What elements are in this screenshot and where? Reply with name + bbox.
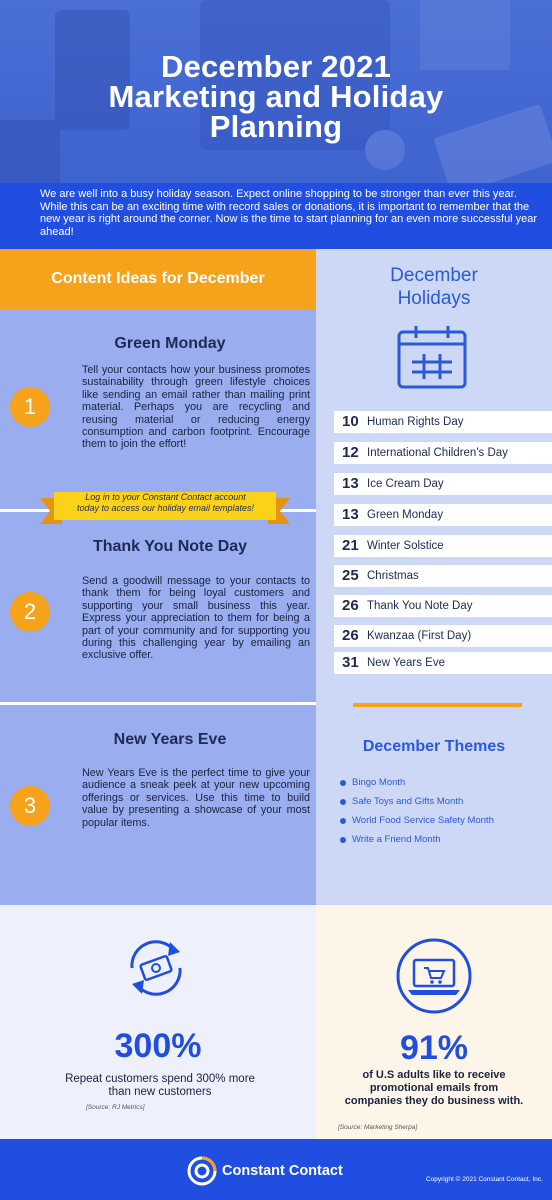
stat-left-line-1: Repeat customers spend 300% more bbox=[65, 1073, 255, 1085]
hero-banner bbox=[0, 0, 552, 183]
stat-left-line-2: than new customers bbox=[108, 1086, 212, 1098]
stat-text-email-preference bbox=[326, 1069, 542, 1108]
idea-number-3: 3 bbox=[10, 786, 50, 826]
holiday-row bbox=[334, 473, 552, 495]
holiday-name: Winter Solstice bbox=[367, 540, 444, 552]
holiday-row bbox=[334, 442, 552, 464]
title-line-3: Planning bbox=[209, 109, 343, 144]
holiday-day: 26 bbox=[342, 627, 359, 644]
holiday-day: 21 bbox=[342, 537, 359, 554]
holiday-row bbox=[334, 565, 552, 587]
holidays-title-line-1: December bbox=[390, 265, 478, 286]
stat-value-300: 300% bbox=[114, 1027, 202, 1065]
holidays-title bbox=[316, 264, 552, 310]
holiday-day: 13 bbox=[342, 475, 359, 492]
theme-item: World Food Service Safety Month bbox=[352, 815, 494, 826]
stat-right-line-3: companies they do business with. bbox=[344, 1095, 524, 1107]
money-refresh-icon bbox=[118, 930, 194, 1006]
stat-text-repeat-customers bbox=[50, 1073, 270, 1099]
source-rj-metrics: [Source: RJ Metrics] bbox=[86, 1104, 145, 1111]
holiday-name: New Years Eve bbox=[367, 657, 445, 669]
holiday-day: 25 bbox=[342, 567, 359, 584]
holiday-name: Human Rights Day bbox=[367, 416, 464, 428]
theme-item: Write a Friend Month bbox=[352, 834, 441, 845]
template-ribbon-text bbox=[58, 492, 273, 514]
stat-right-line-2: promotional emails from bbox=[369, 1082, 499, 1094]
holiday-row bbox=[334, 504, 552, 526]
title-line-1: December 2021 bbox=[160, 49, 392, 84]
ecommerce-laptop-icon bbox=[396, 938, 472, 1014]
copyright: Copyright © 2021 Constant Contact, Inc. bbox=[426, 1176, 543, 1183]
stat-right-line-1: of U.S adults like to receive bbox=[362, 1069, 506, 1081]
holidays-title-line-2: Holidays bbox=[397, 288, 471, 309]
idea-title-2: Thank You Note Day bbox=[92, 538, 248, 555]
holiday-name: Green Monday bbox=[367, 509, 444, 521]
holiday-row bbox=[334, 535, 552, 557]
holiday-row bbox=[334, 625, 552, 647]
holiday-day: 13 bbox=[342, 506, 359, 523]
holiday-row bbox=[334, 652, 552, 674]
holiday-day: 26 bbox=[342, 597, 359, 614]
theme-item: Bingo Month bbox=[352, 777, 406, 788]
idea-text-3: New Years Eve is the perfect time to give your audience a sneak peek at your new upcoming offerings or services. Use this time to build value by presenting a showcase of your most popular items. bbox=[82, 767, 310, 829]
holiday-day: 10 bbox=[342, 413, 359, 430]
holiday-name: Kwanzaa (First Day) bbox=[367, 630, 472, 642]
holiday-name: International Children's Day bbox=[367, 447, 508, 459]
intro-text: We are well into a busy holiday season. Expect online shopping to be stronger than ever this year. While this can be an exciting time with record sales or donations, it is important to remember that the new year is right around the corner. Now is the time to start planning for an even more successful year ahead! bbox=[0, 183, 552, 249]
theme-item: Safe Toys and Gifts Month bbox=[352, 796, 464, 807]
page-title bbox=[0, 49, 552, 144]
brand-name[interactable]: Constant Contact bbox=[222, 1163, 343, 1179]
themes-divider bbox=[353, 703, 522, 707]
idea-number-2: 2 bbox=[10, 592, 50, 632]
content-ideas-title: Content Ideas for December bbox=[0, 249, 316, 309]
ribbon-line-1: Log in to your Constant Contact account bbox=[85, 492, 246, 502]
holiday-day: 31 bbox=[342, 654, 359, 671]
source-marketing-sherpa: [Source: Marketing Sherpa] bbox=[338, 1124, 418, 1131]
stat-value-91: 91% bbox=[399, 1029, 469, 1067]
holiday-name: Ice Cream Day bbox=[367, 478, 444, 490]
calendar-icon bbox=[396, 324, 468, 390]
ribbon-line-2: today to access our holiday email templates! bbox=[76, 503, 255, 513]
holiday-name: Thank You Note Day bbox=[367, 600, 473, 612]
holiday-row bbox=[334, 411, 552, 433]
holiday-row bbox=[334, 595, 552, 617]
constant-contact-logo-icon[interactable] bbox=[187, 1156, 217, 1186]
holiday-name: Christmas bbox=[367, 570, 419, 582]
idea-text-2: Send a goodwill message to your contacts to thank them for being loyal customers and supporting your small business this year. Express your appreciation to them for being a part of your community and for supporting you during this challenging year by emailing an exclusive offer. bbox=[82, 575, 310, 662]
holiday-day: 12 bbox=[342, 444, 359, 461]
themes-title: December Themes bbox=[362, 738, 506, 755]
idea-title-1: Green Monday bbox=[114, 335, 226, 352]
idea-text-1: Tell your contacts how your business promotes sustainability through green lifestyle choices like sending an email rather than mailing print material. Perhaps you are recycling and reusing material or reducing energy consumption and carbon footprint. Encourage them to join the effort! bbox=[82, 364, 310, 451]
idea-title-3: New Years Eve bbox=[113, 731, 227, 748]
title-line-2: Marketing and Holiday bbox=[108, 79, 444, 114]
idea-number-1: 1 bbox=[10, 387, 50, 427]
